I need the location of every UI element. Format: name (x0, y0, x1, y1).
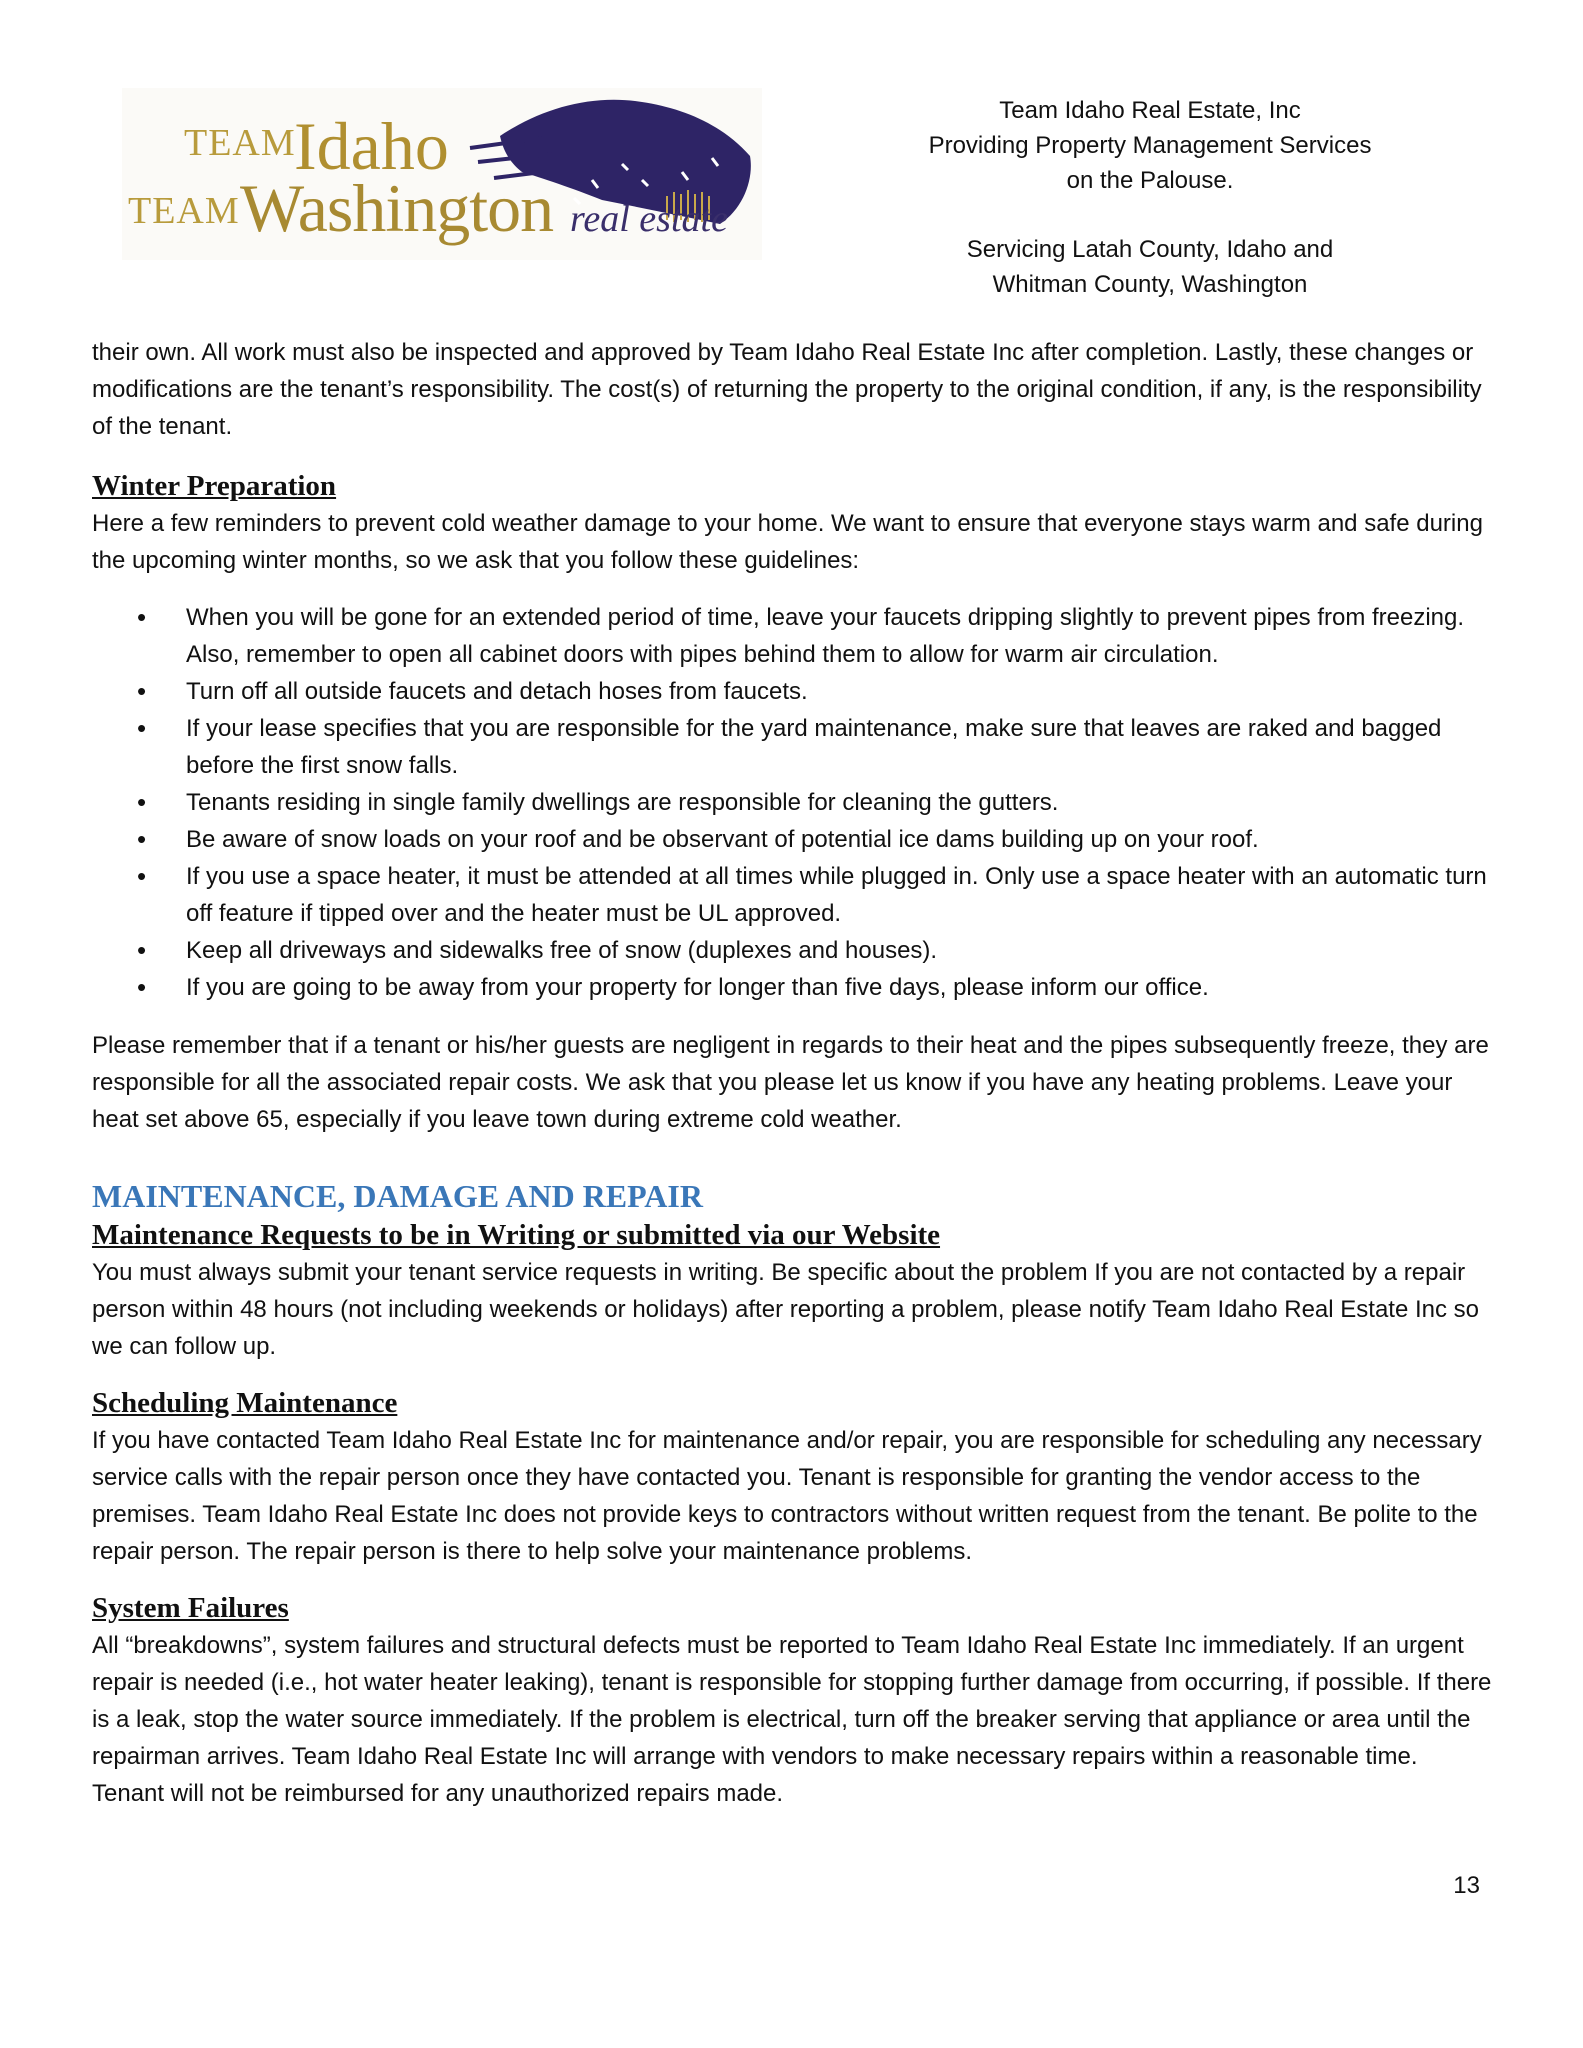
scheduling-paragraph: If you have contacted Team Idaho Real Estate Inc for maintenance and/or repair, you are responsible for scheduling any necessary service calls with the repair person once they have contacted you. Tenant is responsible for granting the vendor access to the premises. Team Idaho Real Estate Inc does not provide keys to contractors without written request from the tenant. Be polite to the repair person. The repair person is there to help solve your maintenance problems. (92, 1427, 1482, 1565)
company-tagline: Providing Property Management Services (928, 132, 1372, 159)
list-item: • Tenants residing in single family dwellings are responsible for cleaning the gutters. (92, 784, 1492, 821)
maintenance-section-heading: MAINTENANCE, DAMAGE AND REPAIR (92, 1178, 703, 1214)
requests-heading: Maintenance Requests to be in Writing or submitted via our Website (92, 1219, 941, 1251)
requests-paragraph: You must always submit your tenant service requests in writing. Be specific about the problem If you are not contacted by a repair person within 48 hours (not including weekends or holidays) after reporting a problem, please notify Team Idaho Real Estate Inc so we can follow up. (92, 1259, 1480, 1360)
logo-washington: Washington (240, 170, 554, 246)
maintenance-section (92, 1176, 1492, 1812)
service-area-2: Whitman County, Washington (992, 271, 1308, 298)
list-item: • Turn off all outside faucets and detach hoses from faucets. (92, 673, 1492, 710)
logo-idaho: Idaho (294, 108, 449, 184)
failures-paragraph: All “breakdowns”, system failures and structural defects must be reported to Team Idaho Real Estate Inc immediately. If an urgent repair is needed (i.e., hot water heater leaking), tenant is responsible for stopping further damage from occurring, if possible. If there is a leak, stop the water source immediately. If the problem is electrical, turn off the breaker serving that appliance or area until the repairman arrives. Team Idaho Real Estate Inc will arrange with vendors to make necessary repairs within a reasonable time. Tenant will not be reimbursed for any unauthorized repairs made. (92, 1632, 1492, 1807)
list-item: • Be aware of snow loads on your roof and be observant of potential ice dams building up on your roof. (92, 821, 1492, 858)
company-tagline-2: on the Palouse. (1066, 167, 1234, 194)
logo-team-top: TEAM (184, 122, 296, 164)
logo-real-estate: real estate (570, 198, 728, 240)
company-name: Team Idaho Real Estate, Inc (999, 97, 1301, 124)
failures-heading: System Failures (92, 1592, 289, 1624)
logo-team-bottom: TEAM (128, 190, 240, 232)
list-item: • If you use a space heater, it must be attended at all times while plugged in. Only use a space heater with an automatic turn off feature if tipped over and the heater must be UL approved. (92, 858, 1492, 932)
winter-bullet-list (92, 599, 1492, 1006)
list-item: • Keep all driveways and sidewalks free of snow (duplexes and houses). (92, 932, 1492, 969)
page-number: 13 (1453, 1872, 1480, 1899)
company-logo (122, 88, 762, 260)
service-area-1: Servicing Latah County, Idaho and (966, 236, 1334, 263)
winter-section (92, 467, 1492, 1138)
winter-closing: Please remember that if a tenant or his/her guests are negligent in regards to their heat and the pipes subsequently freeze, they are responsible for all the associated repair costs. We ask that you please let us know if you have any heating problems. Leave your heat set above 65, especially if you leave town during extreme cold weather. (92, 1032, 1489, 1133)
list-item: • If you are going to be away from your property for longer than five days, please inform our office. (92, 969, 1492, 1006)
list-item: • When you will be gone for an extended period of time, leave your faucets dripping slightly to prevent pipes from freezing. Also, remember to open all cabinet doors with pipes behind them to allow for warm air circulation. (92, 599, 1492, 673)
winter-heading: Winter Preparation (92, 470, 337, 502)
intro-paragraph: their own. All work must also be inspected and approved by Team Idaho Real Estate Inc after completion. Lastly, these changes or modifications are the tenant’s responsibility. The cost(s) of returning the property to the original condition, if any, is the responsibility of the tenant. (92, 339, 1482, 440)
intro-section (92, 334, 1492, 445)
list-item: • If your lease specifies that you are responsible for the yard maintenance, make sure that leaves are raked and bagged before the first snow falls. (92, 710, 1492, 784)
scheduling-heading: Scheduling Maintenance (92, 1387, 398, 1419)
winter-intro: Here a few reminders to prevent cold weather damage to your home. We want to ensure that everyone stays warm and safe during the upcoming winter months, so we ask that you follow these guidelines: (92, 510, 1483, 574)
